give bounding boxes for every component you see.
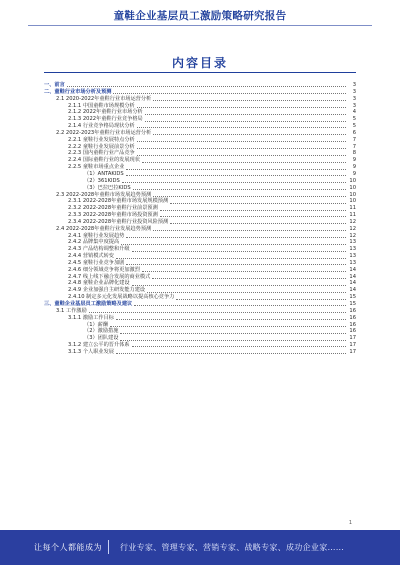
toc-entry-label: 三、童鞋企业基层员工激励策略及建议 bbox=[44, 301, 133, 307]
toc-leader-dots bbox=[170, 220, 346, 224]
toc-entry-label: 2.3.1 2022-2028年童鞋市场发展规模预测 bbox=[68, 198, 169, 205]
toc-entry-label: 2.4 2022-2028年童鞋行业发展趋势预测 bbox=[56, 225, 152, 232]
footer-slogan: 让每个人都能成为 bbox=[34, 543, 102, 552]
toc-entry-label: 2.2.3 国内童鞋行业产品竞争 bbox=[68, 150, 135, 157]
toc-entry-page: 10 bbox=[349, 198, 356, 205]
toc-entry[interactable] bbox=[44, 89, 356, 96]
toc-leader-dots bbox=[126, 172, 346, 176]
toc-leader-dots bbox=[170, 200, 346, 204]
toc-leader-dots bbox=[120, 330, 346, 334]
toc-leader-dots bbox=[153, 97, 346, 101]
toc-leader-dots bbox=[137, 138, 346, 142]
toc-entry-page: 10 bbox=[349, 177, 356, 184]
toc-entry-page: 12 bbox=[349, 225, 356, 232]
toc-entry-label: 2.1.2 2022年童鞋行业市场分析 bbox=[68, 109, 143, 116]
toc-entry[interactable] bbox=[44, 205, 356, 212]
toc-entry-label: 2.1.3 2022年童鞋行业竞争格局 bbox=[68, 116, 143, 123]
toc-leader-dots bbox=[160, 207, 346, 211]
toc-leader-dots bbox=[160, 213, 346, 217]
toc-entry-page: 13 bbox=[349, 253, 356, 260]
toc-entry-page: 6 bbox=[352, 129, 356, 136]
toc-entry[interactable] bbox=[44, 308, 356, 315]
toc-entry-page: 10 bbox=[349, 191, 356, 198]
toc-entry-page: 11 bbox=[349, 205, 356, 212]
toc-leader-dots bbox=[137, 104, 346, 108]
toc-entry-page: 3 bbox=[352, 95, 356, 102]
toc-leader-dots bbox=[110, 323, 346, 327]
toc-leader-dots bbox=[132, 282, 346, 286]
toc-entry-page: 14 bbox=[349, 266, 356, 273]
toc-entry-page: 3 bbox=[352, 82, 356, 88]
toc-entry[interactable] bbox=[44, 253, 356, 260]
toc-leader-dots bbox=[113, 90, 346, 94]
toc-entry-label: 2.2.5 童鞋市场重点企业 bbox=[68, 164, 125, 171]
toc-leader-dots bbox=[153, 227, 346, 231]
footer-tags: 行业专家、管理专家、营销专家、战略专家、成功企业家…… bbox=[120, 543, 345, 552]
toc-leader-dots bbox=[137, 124, 346, 128]
toc-leader-dots bbox=[147, 289, 346, 293]
toc-entry[interactable] bbox=[44, 123, 356, 130]
toc-entry-label: （1）ANTAKIDS bbox=[84, 170, 124, 177]
toc-leader-dots bbox=[153, 131, 346, 135]
toc-leader-dots bbox=[134, 302, 346, 306]
toc-entry-page: 17 bbox=[349, 335, 356, 342]
toc-entry-label: 2.3 2022-2028年童鞋市场发展趋势预测 bbox=[56, 191, 152, 198]
toc-entry-label: 2.2.1 童鞋行业发展特点分析 bbox=[68, 136, 135, 143]
toc-entry-label: 二、童鞋行业市场分析及预测 bbox=[44, 88, 112, 95]
toc-leader-dots bbox=[126, 234, 346, 238]
toc-entry-page: 12 bbox=[349, 218, 356, 225]
toc-entry-label: 2.4.6 细分领域竞争将更加激烈 bbox=[68, 266, 140, 273]
toc-entry[interactable] bbox=[44, 212, 356, 219]
toc-leader-dots bbox=[126, 166, 346, 170]
toc-leader-dots bbox=[116, 350, 346, 354]
toc-entry[interactable] bbox=[44, 171, 356, 178]
toc-entry-label: 2.4.1 童鞋行业发展趋势 bbox=[68, 232, 125, 239]
toc-leader-dots bbox=[145, 111, 346, 115]
toc-entry-page: 9 bbox=[352, 164, 356, 171]
toc-entry[interactable] bbox=[44, 82, 356, 89]
toc-entry[interactable] bbox=[44, 96, 356, 103]
toc-entry-page: 4 bbox=[352, 109, 356, 116]
toc-leader-dots bbox=[133, 186, 346, 190]
toc-entry-label: 2.4.3 产品结构调整和升级 bbox=[68, 246, 130, 253]
toc-entry-label: 2.1 2020-2022年童鞋行业市场运营分析 bbox=[56, 95, 152, 102]
toc-entry[interactable] bbox=[44, 349, 356, 356]
toc-entry-page: 13 bbox=[349, 246, 356, 253]
toc-entry-page: 7 bbox=[352, 136, 356, 143]
toc-entry-page: 7 bbox=[352, 143, 356, 150]
toc-entry-page: 3 bbox=[352, 88, 356, 95]
toc-entry-page: 14 bbox=[349, 273, 356, 280]
toc-entry[interactable] bbox=[44, 267, 356, 274]
report-header bbox=[0, 0, 400, 30]
toc-leader-dots bbox=[137, 145, 346, 149]
toc-leader-dots bbox=[116, 255, 346, 259]
toc-entry-label: 2.4.7 线上线下融合发展的商业模式 bbox=[68, 273, 151, 280]
toc-leader-dots bbox=[153, 193, 346, 197]
toc-entry[interactable] bbox=[44, 226, 356, 233]
toc-entry-label: 2.4.4 营销模式转变 bbox=[68, 253, 114, 260]
toc-leader-dots bbox=[152, 275, 346, 279]
toc-entry-page: 5 bbox=[352, 116, 356, 123]
toc-entry-label: （3）团队建设 bbox=[84, 335, 119, 342]
page-number: 1 bbox=[348, 520, 352, 526]
table-of-contents bbox=[44, 82, 356, 356]
toc-leader-dots bbox=[126, 261, 346, 265]
toc-entry-label: 2.4.2 品牌集中度提高 bbox=[68, 239, 120, 246]
toc-leader-dots bbox=[142, 268, 346, 272]
toc-entry-page: 10 bbox=[349, 184, 356, 191]
toc-entry-page: 16 bbox=[349, 314, 356, 321]
toc-entry-page: 8 bbox=[352, 150, 356, 157]
toc-entry-page: 16 bbox=[349, 328, 356, 335]
toc-leader-dots bbox=[120, 337, 346, 341]
report-title: 童鞋企业基层员工激励策略研究报告 bbox=[113, 10, 287, 22]
toc-entry-label: 2.3.3 2022-2028年童鞋市场投资预测 bbox=[68, 212, 158, 219]
toc-entry[interactable] bbox=[44, 130, 356, 137]
toc-leader-dots bbox=[121, 241, 346, 245]
toc-entry-label: 一、前言 bbox=[44, 82, 65, 88]
toc-entry[interactable] bbox=[44, 315, 356, 322]
toc-leader-dots bbox=[145, 118, 346, 122]
toc-entry-label: （3）巴拉巴拉KIDS bbox=[84, 184, 131, 191]
toc-entry-page: 13 bbox=[349, 239, 356, 246]
toc-leader-dots bbox=[142, 159, 346, 163]
toc-entry-label: 3.1 工作激励 bbox=[56, 307, 87, 314]
toc-leader-dots bbox=[132, 248, 346, 252]
toc-leader-dots bbox=[122, 179, 346, 183]
toc-entry[interactable] bbox=[44, 260, 356, 267]
toc-entry-label: 2.1.4 行业竞争格局现状分析 bbox=[68, 123, 135, 130]
toc-entry[interactable] bbox=[44, 164, 356, 171]
toc-leader-dots bbox=[176, 296, 346, 300]
toc-entry[interactable] bbox=[44, 219, 356, 226]
toc-entry[interactable] bbox=[44, 342, 356, 349]
toc-entry-page: 11 bbox=[349, 212, 356, 219]
toc-entry[interactable] bbox=[44, 185, 356, 192]
toc-entry-label: 3.1.1 激励工作目标 bbox=[68, 314, 114, 321]
toc-heading: 内容目录 bbox=[171, 56, 228, 70]
toc-entry[interactable] bbox=[44, 178, 356, 185]
toc-entry-label: 2.2 2022-2023年童鞋行业市场运营分析 bbox=[56, 129, 152, 136]
toc-leader-dots bbox=[132, 343, 346, 347]
toc-entry-label: 2.2.4 国际童鞋行业的发展现状 bbox=[68, 157, 140, 164]
toc-entry-page: 16 bbox=[349, 321, 356, 328]
footer-divider bbox=[108, 540, 109, 554]
toc-leader-dots bbox=[137, 152, 346, 156]
toc-entry-page: 17 bbox=[349, 342, 356, 349]
toc-entry-label: 2.4.5 童鞋行业竞争加剧 bbox=[68, 259, 125, 266]
toc-entry-label: 2.2.2 童鞋行业发展前景分析 bbox=[68, 143, 135, 150]
toc-entry[interactable] bbox=[44, 137, 356, 144]
toc-entry-page: 12 bbox=[349, 232, 356, 239]
toc-heading-divider bbox=[44, 72, 356, 73]
toc-entry-page: 17 bbox=[349, 348, 356, 355]
toc-entry-label: 2.4.9 企业加强自主研发能力建设 bbox=[68, 287, 146, 294]
toc-entry[interactable] bbox=[44, 294, 356, 301]
toc-entry-page: 5 bbox=[352, 123, 356, 130]
toc-entry-page: 14 bbox=[349, 280, 356, 287]
header-divider bbox=[28, 25, 372, 26]
toc-entry-label: 3.1.2 建立公平的晋升体系 bbox=[68, 342, 130, 349]
toc-entry-page: 15 bbox=[349, 294, 356, 301]
toc-entry-label: （2）361KIDS bbox=[84, 177, 120, 184]
toc-entry-label: 2.3.2 2022-2028年童鞋行业前景预测 bbox=[68, 205, 158, 212]
toc-leader-dots bbox=[89, 309, 346, 313]
toc-leader-dots bbox=[67, 83, 346, 87]
toc-entry-label: 2.4.8 童鞋企业品牌化建设 bbox=[68, 280, 130, 287]
toc-entry-page: 14 bbox=[349, 287, 356, 294]
footer-banner bbox=[0, 530, 400, 565]
toc-entry-page: 16 bbox=[349, 307, 356, 314]
toc-entry-label: （2）激励措施 bbox=[84, 328, 119, 335]
toc-entry[interactable] bbox=[44, 301, 356, 308]
toc-entry-label: 2.3.4 2022-2028年童鞋行业投资风险预测 bbox=[68, 218, 169, 225]
toc-entry-page: 3 bbox=[352, 102, 356, 109]
toc-entry-page: 13 bbox=[349, 259, 356, 266]
toc-entry-page: 9 bbox=[352, 157, 356, 164]
toc-entry-label: 2.4.10 制定多元化发展战略以提高核心竞争力 bbox=[68, 294, 175, 301]
toc-entry-page: 9 bbox=[352, 170, 356, 177]
toc-leader-dots bbox=[116, 316, 346, 320]
toc-entry-label: 2.1.1 中国童鞋市场规模分析 bbox=[68, 102, 135, 109]
toc-entry-label: 3.1.3 个人职业发展 bbox=[68, 348, 114, 355]
toc-entry-page: 15 bbox=[349, 301, 356, 307]
toc-entry-label: （1）薪酬 bbox=[84, 321, 109, 328]
